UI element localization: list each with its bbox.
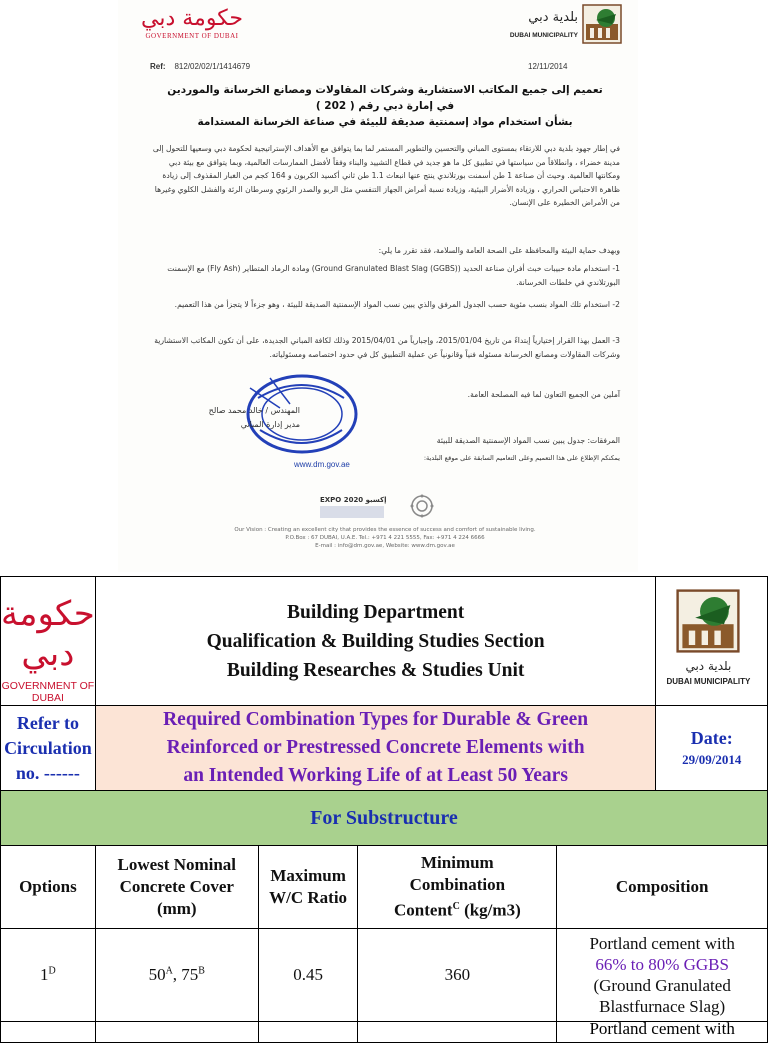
date-value: 29/09/2014	[682, 752, 742, 767]
composition-line-1: Portland cement with	[589, 934, 735, 953]
col-min-line-2: Combination	[409, 875, 506, 895]
attachment-note: المرفقات: جدول يبين نسب المواد الإسمنتية الصديقة للبيئة	[436, 436, 620, 445]
cell-composition	[557, 929, 768, 1022]
subject-line-3: بشأن استخدام مواد إسمنتية صديقة للبيئة في صناعة الخرسانة المستدامة	[197, 116, 573, 128]
col-min-content	[358, 846, 557, 929]
composition-line-3: (Ground Granulated	[593, 976, 731, 995]
section-title: For Substructure	[1, 791, 768, 846]
signature-name: المهندس / خالد محمد صالح	[208, 406, 300, 415]
option-number: 1	[40, 965, 49, 984]
col-cover-line-2: Concrete Cover	[119, 877, 234, 896]
subject-line-2: في إمارة دبي رقم ( 202 )	[315, 100, 455, 112]
cell-wc-ratio: 0.45	[258, 929, 358, 1022]
dm-emblem-icon	[582, 4, 622, 44]
header-row	[1, 577, 768, 706]
website-note: يمكنكم الإطلاع على هذا التعميم وعلى التعاميم السابقة على موقع البلدية:	[423, 454, 620, 462]
expo-emblem-icon	[410, 494, 434, 518]
combination-table	[0, 576, 768, 1043]
government-of-dubai-logo	[122, 6, 262, 40]
letter-item-2: 2- استخدام تلك المواد بنسب مئوية حسب الجدول المرفق والذي يبين نسب المواد الإسمنتية الصديقة للبيئة ، وهو جزءاً لا يتجزأ من هذا التعميم.	[174, 300, 620, 309]
dubai-municipality-logo	[460, 4, 630, 44]
cell-min-content: 360	[358, 929, 557, 1022]
footer-address: P.O.Box : 67 DUBAI, U.A.E. Tel.: +971 4 221 5555, Fax: +971 4 224 6666	[285, 535, 485, 541]
dm-logo-cell	[656, 577, 768, 706]
letter-item-3: 3- العمل بهذا القرار إختيارياً إبتداءً من تاريخ 2015/01/04، وإجبارياً من 2015/04/01 وذلك لكافة المباني الجديدة، على أن تكون المكاتب الاستشارية وشركات المقاولات ومصانع الخرسانة مسئوله فنياً وقانونياً عن عملية التطبيق كل في حدود اختصاصه ومسئولياته.	[154, 336, 620, 359]
department-header	[95, 577, 656, 706]
cell-composition: Portland cement with	[557, 1022, 768, 1043]
gov-logo-script: حكومة دبي	[1, 594, 95, 674]
combination-types-sheet	[0, 576, 768, 1038]
col-wc-line-2: W/C Ratio	[269, 888, 348, 907]
col-min-unit: (kg/m3)	[459, 900, 521, 920]
refer-line-1: Refer to	[16, 712, 79, 733]
expo-text: EXPO 2020 إكسبو	[320, 496, 387, 504]
refer-circulation-cell	[1, 706, 96, 791]
expo-tagline-bar	[320, 506, 384, 518]
dm-logo-arabic: بلدية دبي	[685, 659, 732, 673]
col-composition: Composition	[557, 846, 768, 929]
unit-name: Building Researches & Studies Unit	[226, 659, 525, 681]
cell-wc-ratio	[258, 1022, 358, 1043]
col-min-footnote: C	[452, 901, 460, 913]
dm-logo-text: DUBAI MUNICIPALITY	[509, 32, 578, 39]
cover-a: 50	[148, 965, 166, 984]
footer-contact: E-mail : info@dm.gov.ae, Website: www.dm.gov.ae	[315, 543, 455, 549]
title-line-3: an Intended Working Life of at Least 50 Years	[183, 765, 568, 786]
footer-vision: Our Vision : Creating an excellent city that provides the essence of success and comfort of sustainable living.	[234, 527, 536, 533]
table-row	[1, 1022, 768, 1043]
column-header-row	[1, 846, 768, 929]
cell-min-content	[358, 1022, 557, 1043]
col-min-line-1: Minimum	[421, 853, 494, 873]
ref-label: Ref:	[150, 62, 166, 71]
dm-emblem-icon	[676, 589, 740, 653]
col-options: Options	[1, 846, 96, 929]
department-name: Building Department	[287, 601, 465, 623]
letter-item-1: 1- استخدام مادة حبيبات خبث أفران صناعة الحديد (Ground Granulated Blast Slag (GGBS)) ومادة الرماد المتطاير (Fly Ash) مع الإسمنت البورتلاندي في خلطات الخرسانة.	[167, 264, 620, 287]
document-title	[95, 706, 656, 791]
dm-logo-arabic: بلدية دبي	[528, 10, 578, 25]
dm-logo-text: DUBAI MUNICIPALITY	[666, 677, 751, 686]
composition-line-4: Blastfurnace Slag)	[599, 997, 726, 1016]
col-wc-line-1: Maximum	[270, 866, 346, 885]
title-line-1: Required Combination Types for Durable & Green	[163, 709, 589, 730]
subject-line-1: تعميم إلى جميع المكاتب الاستشارية وشركات المقاولات ومصانع الخرسانة والموردين	[167, 84, 603, 96]
col-concrete-cover	[95, 846, 258, 929]
gov-logo-cell	[1, 577, 96, 706]
cell-concrete-cover	[95, 929, 258, 1022]
cell-concrete-cover	[95, 1022, 258, 1043]
cover-b-footnote: B	[198, 965, 205, 977]
reference-number	[150, 62, 250, 71]
cover-separator: ,	[172, 965, 182, 984]
table-row	[1, 929, 768, 1022]
date-label: Date:	[690, 728, 733, 748]
gov-logo-text: GOVERNMENT OF DUBAI	[1, 680, 95, 704]
title-line-2: Reinforced or Prestressed Concrete Elements with	[166, 737, 585, 758]
ref-value: 812/02/02/1/1414679	[174, 62, 251, 71]
col-cover-line-1: Lowest Nominal	[117, 855, 237, 874]
title-row	[1, 706, 768, 791]
refer-line-3: no. ------	[15, 762, 80, 783]
letter-date: 12/11/2014	[528, 62, 568, 71]
col-min-content-word: Content	[394, 900, 453, 920]
letter-paragraph-1: في إطار جهود بلدية دبي للارتقاء بمستوى المباني والتحسين والتطوير المستمر لما بما يتوافق مع الأهداف الإستراتيجية لحكومة دبي وسعيها للتحول إلى مدينة خضراء ، وانطلاقاً من سياستها في تطبيق كل ما هو جديد في قطاع التشييد والبناء وفقاً لأفضل الممارسات العالمية، وبما يتوافق مع بيئة دبي ومكانتها العالمية. وحيث أن صناعة 1 طن أسمنت بورتلاندي ينتج عنها انبعاث 1.1 طن ثاني أكسيد الكربون و 164 كجم من الغبار المقذوف إلى زيادة ظاهرة الاحتباس الحراري ، وزيادة الأضرار البيئية، وزيادة نسبة أمراض الجهاز التنفسي مثل الربو والصدر الرئوي وسرطان الرئة والفشل الكلوي وغيرها من الأمراض الخطيرة على الإنسان.	[152, 144, 620, 208]
letter-footer	[150, 526, 620, 550]
composition-line-2: 66% to 80% GGBS	[595, 955, 729, 974]
refer-line-2: Circulation	[4, 737, 92, 758]
section-name: Qualification & Building Studies Section	[206, 630, 545, 652]
gov-logo-script: حكومة دبي	[141, 6, 243, 31]
expo-2020-logo	[320, 494, 440, 522]
cover-a-footnote: A	[165, 965, 173, 977]
letter-paragraph-2: وبهدف حماية البيئة والمحافظة على الصحة العامة والسلامة، فقد تقرر ما يلي:	[378, 246, 620, 255]
signature-title: مدير إدارة المباني	[240, 420, 300, 429]
section-row	[1, 791, 768, 846]
col-cover-line-3: (mm)	[156, 899, 197, 918]
letter-closing: آملين من الجميع التعاون لما فيه المصلحة العامة.	[467, 390, 620, 399]
cell-option	[1, 929, 96, 1022]
option-footnote: D	[48, 965, 56, 977]
gov-logo-text: GOVERNMENT OF DUBAI	[145, 32, 239, 40]
cover-b: 75	[181, 965, 199, 984]
website-link[interactable]: www.dm.gov.ae	[294, 460, 350, 469]
col-min-line-3	[358, 896, 556, 922]
date-cell	[656, 706, 768, 791]
col-wc-ratio	[258, 846, 358, 929]
cell-option	[1, 1022, 96, 1043]
